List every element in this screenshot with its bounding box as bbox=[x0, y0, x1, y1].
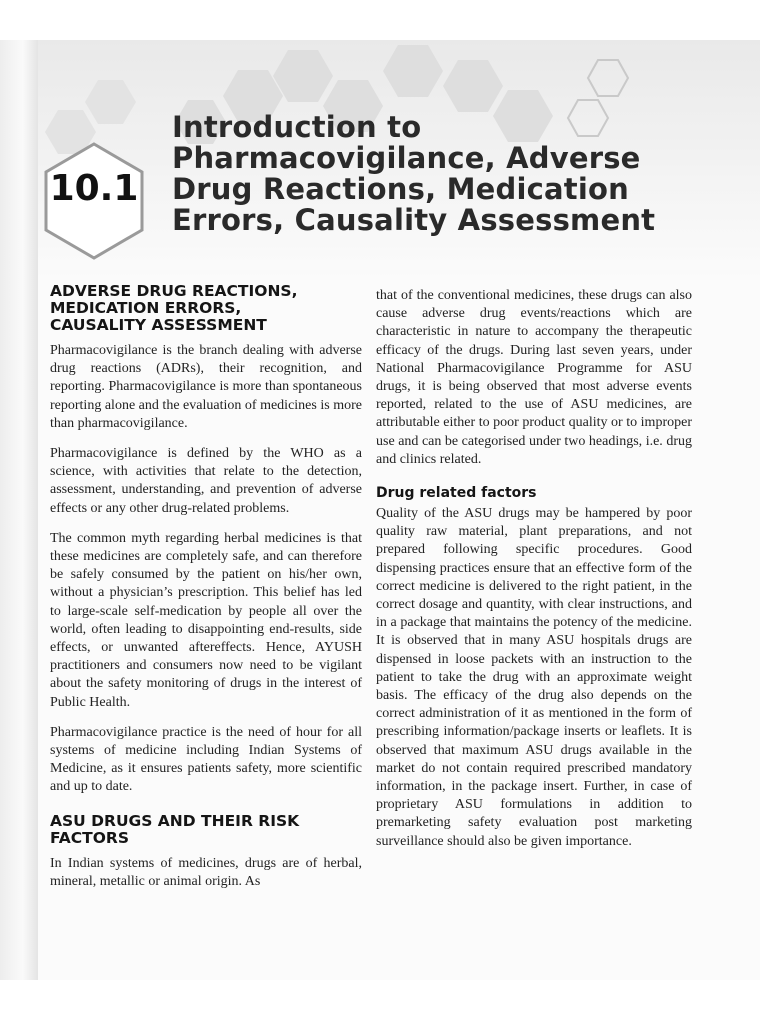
section-heading-asu-drugs bbox=[50, 813, 362, 847]
heading-line: ADVERSE DRUG REACTIONS, bbox=[50, 282, 298, 300]
book-page-edge bbox=[0, 40, 39, 980]
chapter-number: 10.1 bbox=[49, 168, 139, 209]
paragraph: Pharmacovigilance is defined by the WHO as a science, with activities that relate to the detection, assessment, understanding, and prevention of adverse effects or any other drug-related problems. bbox=[50, 446, 362, 516]
subheading-drug-related-factors: Drug related factors bbox=[376, 485, 537, 502]
heading-line: CAUSALITY ASSESSMENT bbox=[50, 316, 267, 334]
paragraph: Quality of the ASU drugs may be hampered by poor quality raw material, plant preparations, and not prepared following specific procedures. Good dispensing practices ensure that an effective form of the correct medicine is delivered to the right patient, in the correct dosage and quantity, with clear instructions, and in a package that maintains the potency of the medicine. It is observed that in many ASU hospitals drugs are dispensed in loose packets with an instruction to the patient to take the drug with an approximate weight basis. The efficacy of the drug also depends on the correct administration of it as mentioned in the form of prescribing information/package inserts or leaflets. It is observed that maximum ASU drugs available in the market do not contain required prescribed mandatory information, in the package insert. Further, in case of proprietary ASU formulations in addition to premarketing safety evaluation post marketing surveillance should also be given importance. bbox=[376, 506, 692, 849]
paragraph: In Indian systems of medicines, drugs are of herbal, mineral, metallic or animal origin. As bbox=[50, 855, 362, 889]
left-column bbox=[50, 283, 362, 903]
chapter-title bbox=[172, 112, 692, 236]
paragraph: Pharmacovigilance is the branch dealing with adverse drug reactions (ADRs), their recognition, and reporting. Pharmacovigilance is more than spontaneous reporting alone and the evaluation of medicines is more than pharmacovigilance. bbox=[50, 343, 362, 431]
paragraph: Pharmacovigilance practice is the need of hour for all systems of medicine including Indian Systems of Medicine, as it ensures patients safety, more scientific and up to date. bbox=[50, 724, 362, 795]
paragraph: that of the conventional medicines, these drugs can also cause adverse drug events/reactions which are characteristic in nature to accompany the therapeutic efficacy of the drugs. During last seven years, under National Pharmacovigilance Programme for ASU drugs, it is being observed that most adverse events reported, related to the use of ASU medicines, are attributable either to poor product quality or to improper use and can be categorised under two headings, i.e. drug and clinics related. bbox=[376, 288, 692, 467]
heading-line: FACTORS bbox=[50, 828, 130, 847]
chapter-title-line: Introduction to bbox=[172, 110, 422, 144]
heading-line: MEDICATION ERRORS, bbox=[50, 299, 242, 317]
chapter-title-line: Pharmacovigilance, Adverse bbox=[172, 141, 641, 175]
chapter-title-line: Errors, Causality Assessment bbox=[172, 203, 656, 237]
right-column bbox=[376, 287, 692, 863]
chapter-title-line: Drug Reactions, Medication bbox=[172, 172, 629, 206]
paragraph: The common myth regarding herbal medicines is that these medicines are completely safe, and can therefore be safely consumed by the patient on his/her own, without a physician’s prescription. This belief has led to large-scale self-medication by people all over the world, often leading to disappointing end-results, side effects, or unwanted aftereffects. Hence, AYUSH practitioners and consumers now need to be vigilant about the safety monitoring of drugs in the interest of Public Health. bbox=[50, 530, 362, 710]
page-bottom-margin bbox=[0, 980, 768, 1024]
section-heading-adverse-drug-reactions bbox=[50, 283, 362, 334]
heading-line: ASU DRUGS AND THEIR RISK bbox=[50, 811, 300, 830]
